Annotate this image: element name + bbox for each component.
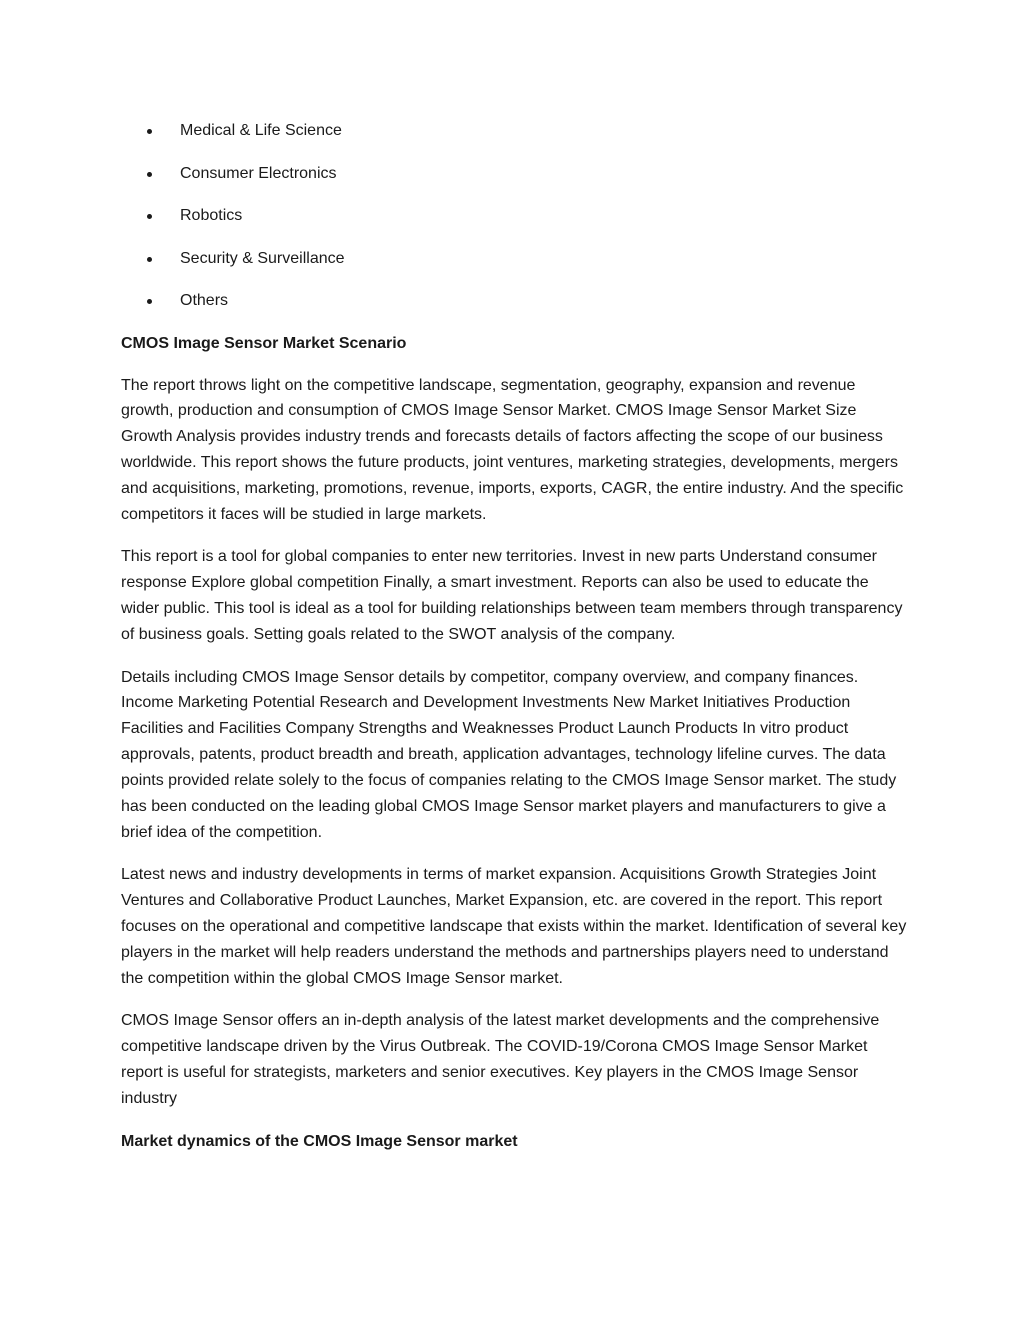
list-item-label: Medical & Life Science (180, 122, 342, 139)
bullet-icon (147, 129, 152, 134)
body-paragraph: Latest news and industry developments in terms of market expansion. Acquisitions Growth Strategies Joint Ventures and Collaborative Product Launches, Market Expansion, etc. are covered in the report. This report focuses on the operational and competitive landscape that exists within the market. Identification of several key players in the market will help readers understand the methods and partnerships players need to understand the competition within the global CMOS Image Sensor market. (121, 866, 907, 988)
document-page (121, 118, 911, 1155)
bullet-icon (147, 214, 152, 219)
list-item (121, 161, 911, 204)
list-item-label: Security & Surveillance (180, 249, 345, 267)
list-item (121, 288, 911, 331)
body-paragraph: Details including CMOS Image Sensor details by competitor, company overview, and company finances. Income Marketing Potential Research and Development Investments New Market Initiatives Production Facilities and Facilities Company Strengths and Weaknesses Product Launch Products In vitro product approvals, patents, product breadth and breath, application advantages, technology lifeline curves. The data points provided relate solely to the focus of companies relating to the CMOS Image Sensor market. The study has been conducted on the leading global CMOS Image Sensor market players and manufacturers to give a brief idea of the competition. (121, 668, 897, 841)
body-paragraph: The report throws light on the competitive landscape, segmentation, geography, expansion and revenue growth, production and consumption of CMOS Image Sensor Market. CMOS Image Sensor Market Size Growth Analysis provides industry trends and forecasts details of factors affecting the scope of our business worldwide. This report shows the future products, joint ventures, marketing strategies, developments, mergers and acquisitions, marketing, promotions, revenue, imports, exports, CAGR, the entire industry. And the specific competitors it faces will be studied in large markets. (121, 376, 904, 524)
bullet-icon (147, 172, 152, 177)
bullet-icon (147, 257, 152, 262)
list-item (121, 203, 911, 246)
list-item (121, 246, 911, 289)
list-item (121, 118, 911, 161)
list-item-label: Consumer Electronics (180, 164, 337, 182)
section-heading-scenario: CMOS Image Sensor Market Scenario (121, 334, 407, 352)
body-paragraph: CMOS Image Sensor offers an in-depth analysis of the latest market developments and the comprehensive competitive landscape driven by the Virus Outbreak. The COVID-19/Corona CMOS Image Sensor Market report is useful for strategists, marketers and senior executives. Key players in the CMOS Image Sensor industry (121, 1012, 880, 1108)
list-item-label: Others (180, 292, 229, 309)
section-heading-dynamics: Market dynamics of the CMOS Image Sensor market (121, 1132, 518, 1150)
list-item-label: Robotics (180, 207, 243, 224)
body-paragraph: This report is a tool for global companies to enter new territories. Invest in new parts Understand consumer response Explore global competition Finally, a smart investment. Reports can also be used to educate the wider public. This tool is ideal as a tool for building relationships between team members through transparency of business goals. Setting goals related to the SWOT analysis of the company. (121, 548, 903, 644)
application-bullet-list (121, 118, 911, 331)
bullet-icon (147, 299, 152, 304)
